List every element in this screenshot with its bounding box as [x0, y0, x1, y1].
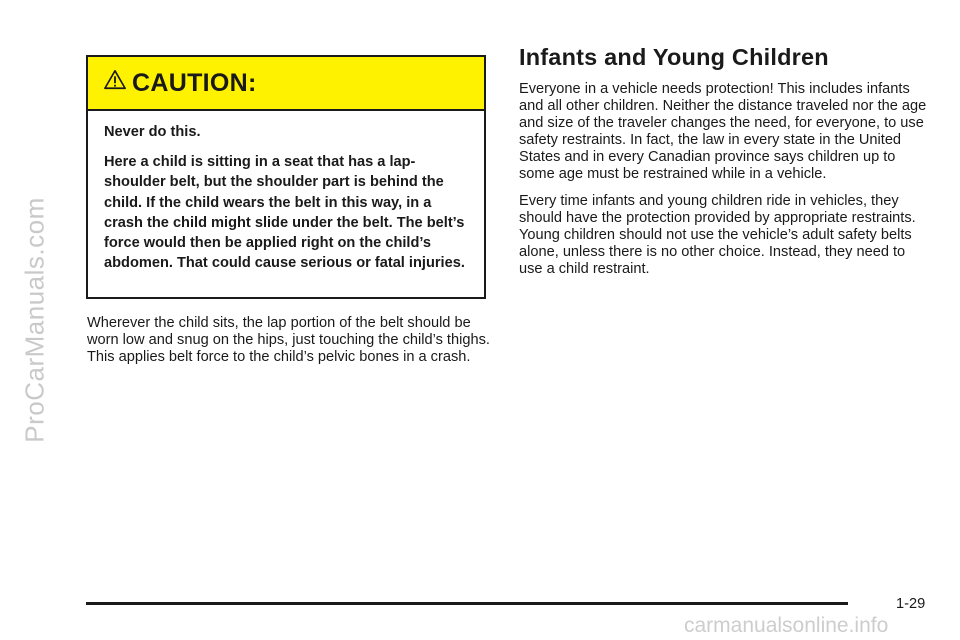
body-paragraph: Everyone in a vehicle needs protection! This includes infants and all other children. Neither the distance traveled nor the age and size of the traveler changes the need, for everyone, to use safety restraints. In fact, the law in every state in the United States and in every Canadian province says children up to some age must be restrained while in a vehicle. — [519, 81, 927, 182]
side-watermark — [6, 0, 64, 640]
page-number: 1-29 — [896, 596, 926, 612]
body-paragraph: Wherever the child sits, the lap portion of the belt should be worn low and snug on the hips, just touching the child’s thighs. This applies belt force to the child’s pelvic bones in a crash. — [87, 315, 490, 365]
caution-title: CAUTION: — [132, 68, 257, 97]
caution-box — [86, 55, 486, 299]
side-watermark-text: ProCarManuals.com — [19, 197, 50, 443]
section-body — [519, 81, 931, 288]
caution-paragraph: Never do this. — [104, 124, 201, 140]
caution-header — [88, 57, 484, 111]
caution-paragraph: Here a child is sitting in a seat that has a lap-shoulder belt, but the shoulder part is behind the child. If the child wears the belt in this way, in a crash the child might slide under the belt. The belt’s force would then be applied right on the child’s abdomen. That could cause serious or fatal injuries. — [104, 154, 465, 272]
warning-triangle-icon — [104, 69, 126, 91]
body-paragraph: Every time infants and young children ride in vehicles, they should have the protection provided by appropriate restraints. Young children should not use the vehicle’s adult safety belts alone, unless there is no other choice. Instead, they need to use a child restraint. — [519, 193, 916, 277]
section-heading: Infants and Young Children — [519, 44, 829, 70]
caution-body — [88, 111, 484, 273]
footer-rule — [86, 602, 848, 605]
bottom-watermark: carmanualsonline.info — [684, 614, 889, 637]
